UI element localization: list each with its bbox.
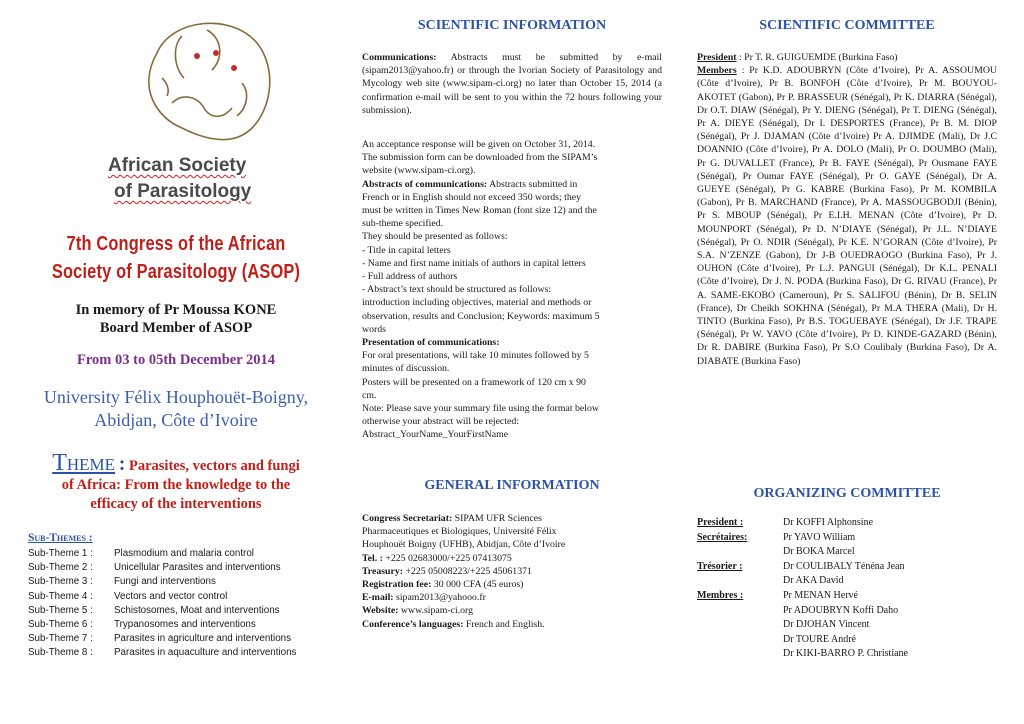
website-value: www.sipam-ci.org [398,605,474,617]
org-row [697,604,997,619]
org-role: Membres : [697,589,744,601]
org-row [697,589,997,604]
subtheme-row [28,632,338,646]
presentation-label: Presentation of communications: [362,337,500,349]
org-row [697,633,997,648]
org-row [697,618,997,633]
treasury-value: +225 05008223/+225 45061371 [403,565,532,577]
subtheme-text: Vectors and vector control [114,590,228,602]
subtheme-row [28,575,338,589]
subtheme-text: Fungi and interventions [114,576,216,588]
presentation-line: Note: Please save your summary file using the format below [362,403,599,415]
org-row [697,647,997,662]
theme-text-2: of Africa: From the knowledge to the [61,477,291,493]
presentation-line: For oral presentations, will take 10 minutes followed by 5 [362,350,589,362]
abstracts-text: Abstracts submitted in [487,178,578,190]
right-panel [697,0,997,724]
theme-text-1: Parasites, vectors and fungi [128,458,300,474]
org-name: Dr KOFFI Alphonsine [783,517,874,528]
subtheme-text: Trypanosomes and interventions [114,619,256,631]
org-role: President : [697,517,744,528]
subthemes-heading: Sub-Themes : [28,532,93,544]
abstracts-line: They should be presented as follows: [362,231,508,243]
org-row [697,574,997,589]
theme-colon: : [118,453,126,475]
email-label: E-mail: [362,592,394,604]
abstracts-line: must be written in Times New Roman (font size 12) and the [362,205,597,217]
acceptance-line: An acceptance response will be given on October 31, 2014. [362,139,596,150]
memory-dedication [20,301,332,337]
registration-fee-value: 30 000 CFA (45 euros) [431,579,524,591]
org-name: Dr COULIBALY Ténéna Jean [783,560,905,572]
middle-panel [362,0,662,724]
subtheme-row [28,590,338,604]
acceptance-line: The submission form can be downloaded from the SIPAM’s [362,152,598,164]
org-name: Pr MENAN Hervé [783,589,858,601]
abstracts-line: - Title in capital letters [362,244,451,256]
subtheme-key: Sub-Theme 7 : [28,633,93,645]
subtheme-text: Plasmodium and malaria control [114,548,254,559]
org-name: Dr TOURE André [783,633,856,645]
subtheme-text: Parasites in agriculture and interventions [114,633,291,645]
logo-line-2: of Parasitology [114,181,252,202]
venue-line-1: University Félix Houphouët-Boigny, [43,387,309,407]
abstracts-line: observation, results and Conclusion; Keywords: maximum 5 [362,310,600,322]
org-row [697,516,997,531]
org-role [697,604,783,619]
org-name: Dr DJOHAN Vincent [783,619,870,631]
subtheme-text: Parasites in aquaculture and interventions [114,647,297,659]
presentation-line: otherwise your abstract will be rejected: [362,416,519,428]
org-name: Dr AKA David [783,575,844,587]
org-role [697,633,783,648]
subtheme-row [28,561,338,575]
subtheme-text: Unicellular Parasites and interventions [114,562,281,574]
abstracts-line: - Abstract’s text should be structured as follows: [362,284,552,296]
abstracts-line: - Full address of authors [362,271,458,283]
president-label: President [697,52,737,63]
subtheme-key: Sub-Theme 1 : [28,548,93,559]
subtheme-key: Sub-Theme 2 : [28,562,93,574]
org-role: Secrétaires: [697,531,748,543]
theme-block [20,450,332,514]
subtheme-row [28,604,338,618]
venue-line-2: Abidjan, Côte d’Ivoire [94,410,258,430]
registration-fee-label: Registration fee: [362,579,432,591]
abstracts-label: Abstracts of communications: [362,178,488,190]
subthemes-list [28,547,338,661]
org-name: Dr BOKA Marcel [783,546,855,558]
secretariat-label: Congress Secretariat: [362,513,453,524]
abstracts-line: sub-theme specified. [362,218,444,230]
website-label: Website: [362,605,399,617]
abstracts-line [362,178,662,191]
abstracts-line: introduction including objectives, material and methods or [362,297,592,309]
general-information-title: GENERAL INFORMATION [424,478,600,493]
org-name: Pr YAVO William [783,531,856,543]
members-label: Members [697,65,737,77]
scientific-information-title: SCIENTIFIC INFORMATION [417,18,607,33]
email-value: sipam2013@yahooo.fr [393,592,486,604]
members-value: : Pr K.D. ADOUBRYN (Côte d’Ivoire), Pr A. ASSOUMOU (Côte d’Ivoire), Pr B. BONFOH (Côte d’Ivoire), Pr M. BOUYOU-AKOTET (Gabon), Pr P. BRASSEUR (Sénégal), Pr K. DIARRA (Sénégal), Dr O.T. DIAW (Sénégal), Pr Y. DIENG (Sénégal), Pr T. DIENG (Sénégal), Pr A. DIEYE (Sénégal), Dr I. DESPORTES (France), Pr B. M. DIOP (Sénégal), Pr J. DJAMAN (Côte d’Ivoire) Pr A. DJIMDE (Mali), Dr J.C DOANNIO (Côte d’Ivoire), Pr A. DOLO (Mali), Pr O. DOUMBO (Mali), Pr G. DUVALLET (France), Pr B. FAYE (Sénégal), Pr Ousmane FAYE (Sénégal), Pr Oumar FAYE (Sénégal), Pr O. GAYE (Sénégal), Dr A. GUEYE (Sénégal), Pr G. KABRE (Burkina Faso), Pr M. KOMBILA (Gabon), Pr B. MARCHAND (France), Pr A. MASSOUGBODJI (Bénin), Pr S. MBOUP (Sénégal), Pr E.I.H. MENAN (Côte d’Ivoire), Pr D. MOUNPORT (Sénégal), Pr D. N’DIAYE (Sénégal), Pr J.L. N’DIAYE (Sénégal), Pr O. NDIR (Sénégal), Pr K.E. N’GORAN (Côte d’Ivoire), Pr S.A. N’ZENZE (Gabon), Dr J-B OUEDRAOGO (Burkina Faso), Pr J. OUHON (Côte d’Ivoire), Pr L.J. PANGUI (Sénégal), Dr K.L. PENALI (Côte d’Ivoire), Dr J. N. PODA (Burkina Faso), Dr G. RIVAU (France), Pr A. SAME-EKOBO (Cameroun), Pr S. SALIFOU (Bénin), Dr B. SELIN (France), Dr Cheikh SOKHNA (Sénégal), Pr M.A THERA (Mali), Dr H. TINTO (Burkina Faso), Pr B.S. TOGUEBAYE (Sénégal), Dr J.F. TRAPE (Sénégal), Pr W. YAVO (Côte d’Ivoire), Pr D. KINDE-GAZARD (Bénin), Dr R. DABIRE (Burkina Faso), Pr S.O Coulibaly (Burkina Faso), Dr A. DIABATE (Burkina Faso) [697,65,997,367]
communications-text: Abstracts must be submitted by e-mail (sipam2013@yahoo.fr) or through the Ivorian Society of Parasitology and Mycology web site (www.sipam-ci.org) no later than October 15, 2014 (a confirmation e-mail will be sent to you within the 72 hours following your submission). [362,52,662,116]
org-row [697,531,997,546]
org-role [697,545,783,560]
org-role [697,574,783,589]
subtheme-key: Sub-Theme 3 : [28,576,93,588]
venue [20,386,332,432]
subtheme-row [28,646,338,660]
communications-paragraph [362,51,662,117]
abstracts-line: French or in English should not exceed 350 words; they [362,191,582,203]
scientific-committee-text [697,51,997,368]
organizing-committee-list [697,516,997,662]
secretariat-text: SIPAM UFR Sciences [452,513,542,524]
memory-line-2: Board Member of ASOP [99,320,253,336]
tel-label: Tel. : [362,552,383,564]
congress-title: 7th Congress of the African Society of Parasitology (ASOP) [51,233,301,283]
subtheme-row [28,618,338,632]
abstracts-line: words [362,323,386,335]
logo-line-1: African Society [108,155,247,176]
memory-line-1: In memory of Pr Moussa KONE [75,302,277,318]
subtheme-key: Sub-Theme 4 : [28,590,93,602]
scientific-committee-title: SCIENTIFIC COMMITTEE [759,18,935,33]
presentation-line: Abstract_YourName_YourFirstName [362,429,509,441]
org-role [697,618,783,633]
organizing-committee-title: ORGANIZING COMMITTEE [753,486,941,501]
org-role [697,647,783,662]
theme-label: Theme [52,450,116,476]
languages-value: French and English. [463,618,545,630]
org-name: Pr ADOUBRYN Koffi Daho [783,604,899,616]
acceptance-line: website (www.sipam-ci.org). [362,165,476,177]
subtheme-row [28,547,338,561]
presentation-line: cm. [362,389,377,401]
congress-dates: From 03 to 05th December 2014 [77,352,275,368]
org-row [697,545,997,560]
secretariat-text: Houphouët Boigny (UFHB), Abidjan, Côte d’Ivoire [362,539,566,551]
subtheme-text: Schistosomes, Moat and interventions [114,604,280,616]
org-role: Trésorier : [697,560,743,572]
languages-label: Conference’s languages: [362,618,464,630]
presentation-line: minutes of discussion. [362,363,450,375]
theme-text-3: efficacy of the interventions [90,496,262,512]
logo-wordmark [108,153,268,205]
acceptance-paragraph [362,138,662,442]
left-panel [20,0,332,724]
subtheme-key: Sub-Theme 6 : [28,619,93,631]
org-name: Dr KIKI-BARRO P. Christiane [783,648,908,660]
general-information-block [362,512,662,631]
subtheme-key: Sub-Theme 8 : [28,647,93,659]
org-row [697,560,997,575]
secretariat-text: Pharmaceutiques et Biologiques, Université Félix [362,526,557,538]
treasury-label: Treasury: [362,565,403,577]
presentation-line: Posters will be presented on a framework of 120 cm x 90 [362,376,586,388]
subtheme-key: Sub-Theme 5 : [28,604,93,616]
abstracts-line: - Name and first name initials of authors in capital letters [362,257,586,269]
communications-label: Communications: [362,52,437,63]
tel-value: +225 02683000/+225 07413075 [382,552,512,564]
president-value: : Pr T. R. GUIGUEMDE (Burkina Faso) [736,52,898,63]
